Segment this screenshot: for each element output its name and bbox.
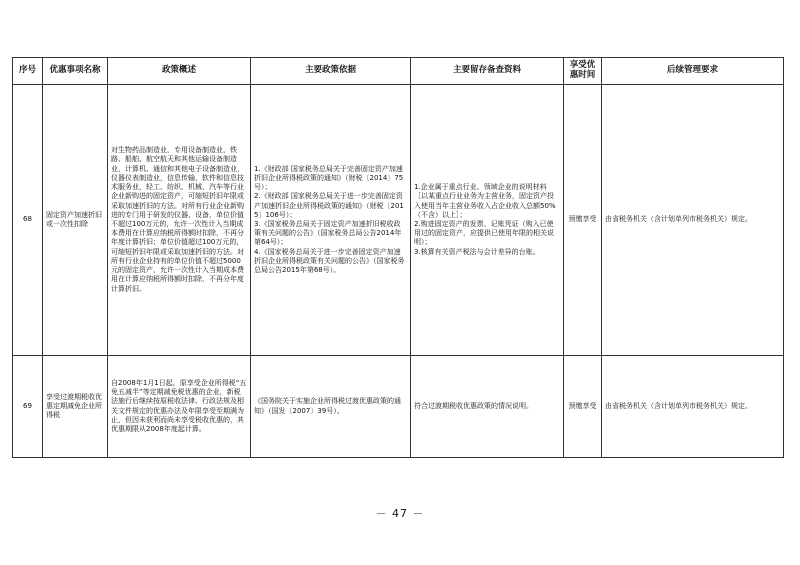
material-item: 3.核算有关资产税法与会计差异的台账。	[414, 247, 540, 256]
basis-item: 2.《财政部 国家税务总局关于进一步完善固定资产加速折旧企业所得税政策的通知》（财税〔2015〕106号）；	[254, 192, 404, 219]
header-timing: 享受优惠时间	[564, 58, 602, 85]
material-item: 2.购进固定资产的发票、记账凭证（购入已使用过的固定资产，应提供已使用年限的相关说明）；	[414, 220, 554, 247]
material-item: 1.企业属于重点行业、领域企业的说明材料［以某重点行业业务为主营业务，固定资产投入使用当年主营业务收入占企业收入总额50%（不含）以上］；	[414, 183, 556, 219]
row-overview: 自2008年1月1日起，原享受企业所得税“五免五减半”等定期减免税优惠的企业，新税法施行后继续按原税收法律、行政法规及相关文件规定的优惠办法及年限享受至期满为止，但因未获利而尚未享受税收优惠的，其优惠期限从2008年度起计算。	[108, 356, 251, 458]
policy-table	[12, 57, 784, 458]
row-item-name: 享受过渡期税收优惠定期减免企业所得税	[43, 356, 108, 458]
header-item-name: 优惠事项名称	[43, 58, 108, 85]
row-timing: 预缴享受	[564, 356, 602, 458]
page-number: － 47 －	[375, 507, 425, 520]
row-management: 由省税务机关（含计划单列市税务机关）规定。	[602, 85, 784, 356]
row-materials	[411, 85, 564, 356]
row-timing: 预缴享受	[564, 85, 602, 356]
row-item-name: 固定资产加速折旧或一次性扣除	[43, 85, 108, 356]
row-basis	[251, 85, 411, 356]
material-item: 符合过渡期税收优惠政策的情况说明。	[414, 401, 533, 410]
basis-item: 《国务院关于实施企业所得税过渡优惠政策的通知》（国发〔2007〕39号）。	[254, 397, 401, 415]
header-overview: 政策概述	[108, 58, 251, 85]
header-materials: 主要留存备查资料	[411, 58, 564, 85]
row-basis	[251, 356, 411, 458]
basis-item: 4.《国家税务总局关于进一步完善固定资产加速折旧企业所得税政策有关问题的公告》（国家税务总局公告2015年第68号）。	[254, 247, 405, 275]
basis-item: 1.《财政部 国家税务总局关于完善固定资产加速折旧企业所得税政策的通知》（财税〔2014〕75号）；	[254, 164, 404, 192]
row-index: 69	[13, 356, 43, 458]
row-overview: 对生物药品制造业，专用设备制造业，铁路、船舶、航空航天和其他运输设备制造业，计算机、通信和其他电子设备制造业，仪器仪表制造业，信息传输、软件和信息技术服务业，轻工、纺织、机械、汽车等行业企业新购进的固定资产，可缩短折旧年限或采取加速折旧的方法。对所有行业企业新购进的专门用于研发的仪器、设备，单位价值不超过100万元的，允许一次性计入当期成本费用在计算应纳税所得额时扣除，不再分年度计算折旧；单位价值超过100万元的，可缩短折旧年限或采取加速折旧的方法。对所有行业企业持有的单位价值不超过5000元的固定资产，允许一次性计入当期成本费用在计算应纳税所得额时扣除，不再分年度计算折旧。	[108, 85, 251, 356]
header-index: 序号	[13, 58, 43, 85]
header-basis: 主要政策依据	[251, 58, 411, 85]
row-index: 68	[13, 85, 43, 356]
row-materials	[411, 356, 564, 458]
basis-item: 3.《国家税务总局关于固定资产加速折旧税收政策有关问题的公告》（国家税务总局公告2014年第64号）；	[254, 220, 402, 247]
table-header-row	[13, 58, 784, 85]
header-management: 后续管理要求	[602, 58, 784, 85]
row-management: 由省税务机关（含计划单列市税务机关）规定。	[602, 356, 784, 458]
table-row	[13, 356, 784, 458]
table-row	[13, 85, 784, 356]
